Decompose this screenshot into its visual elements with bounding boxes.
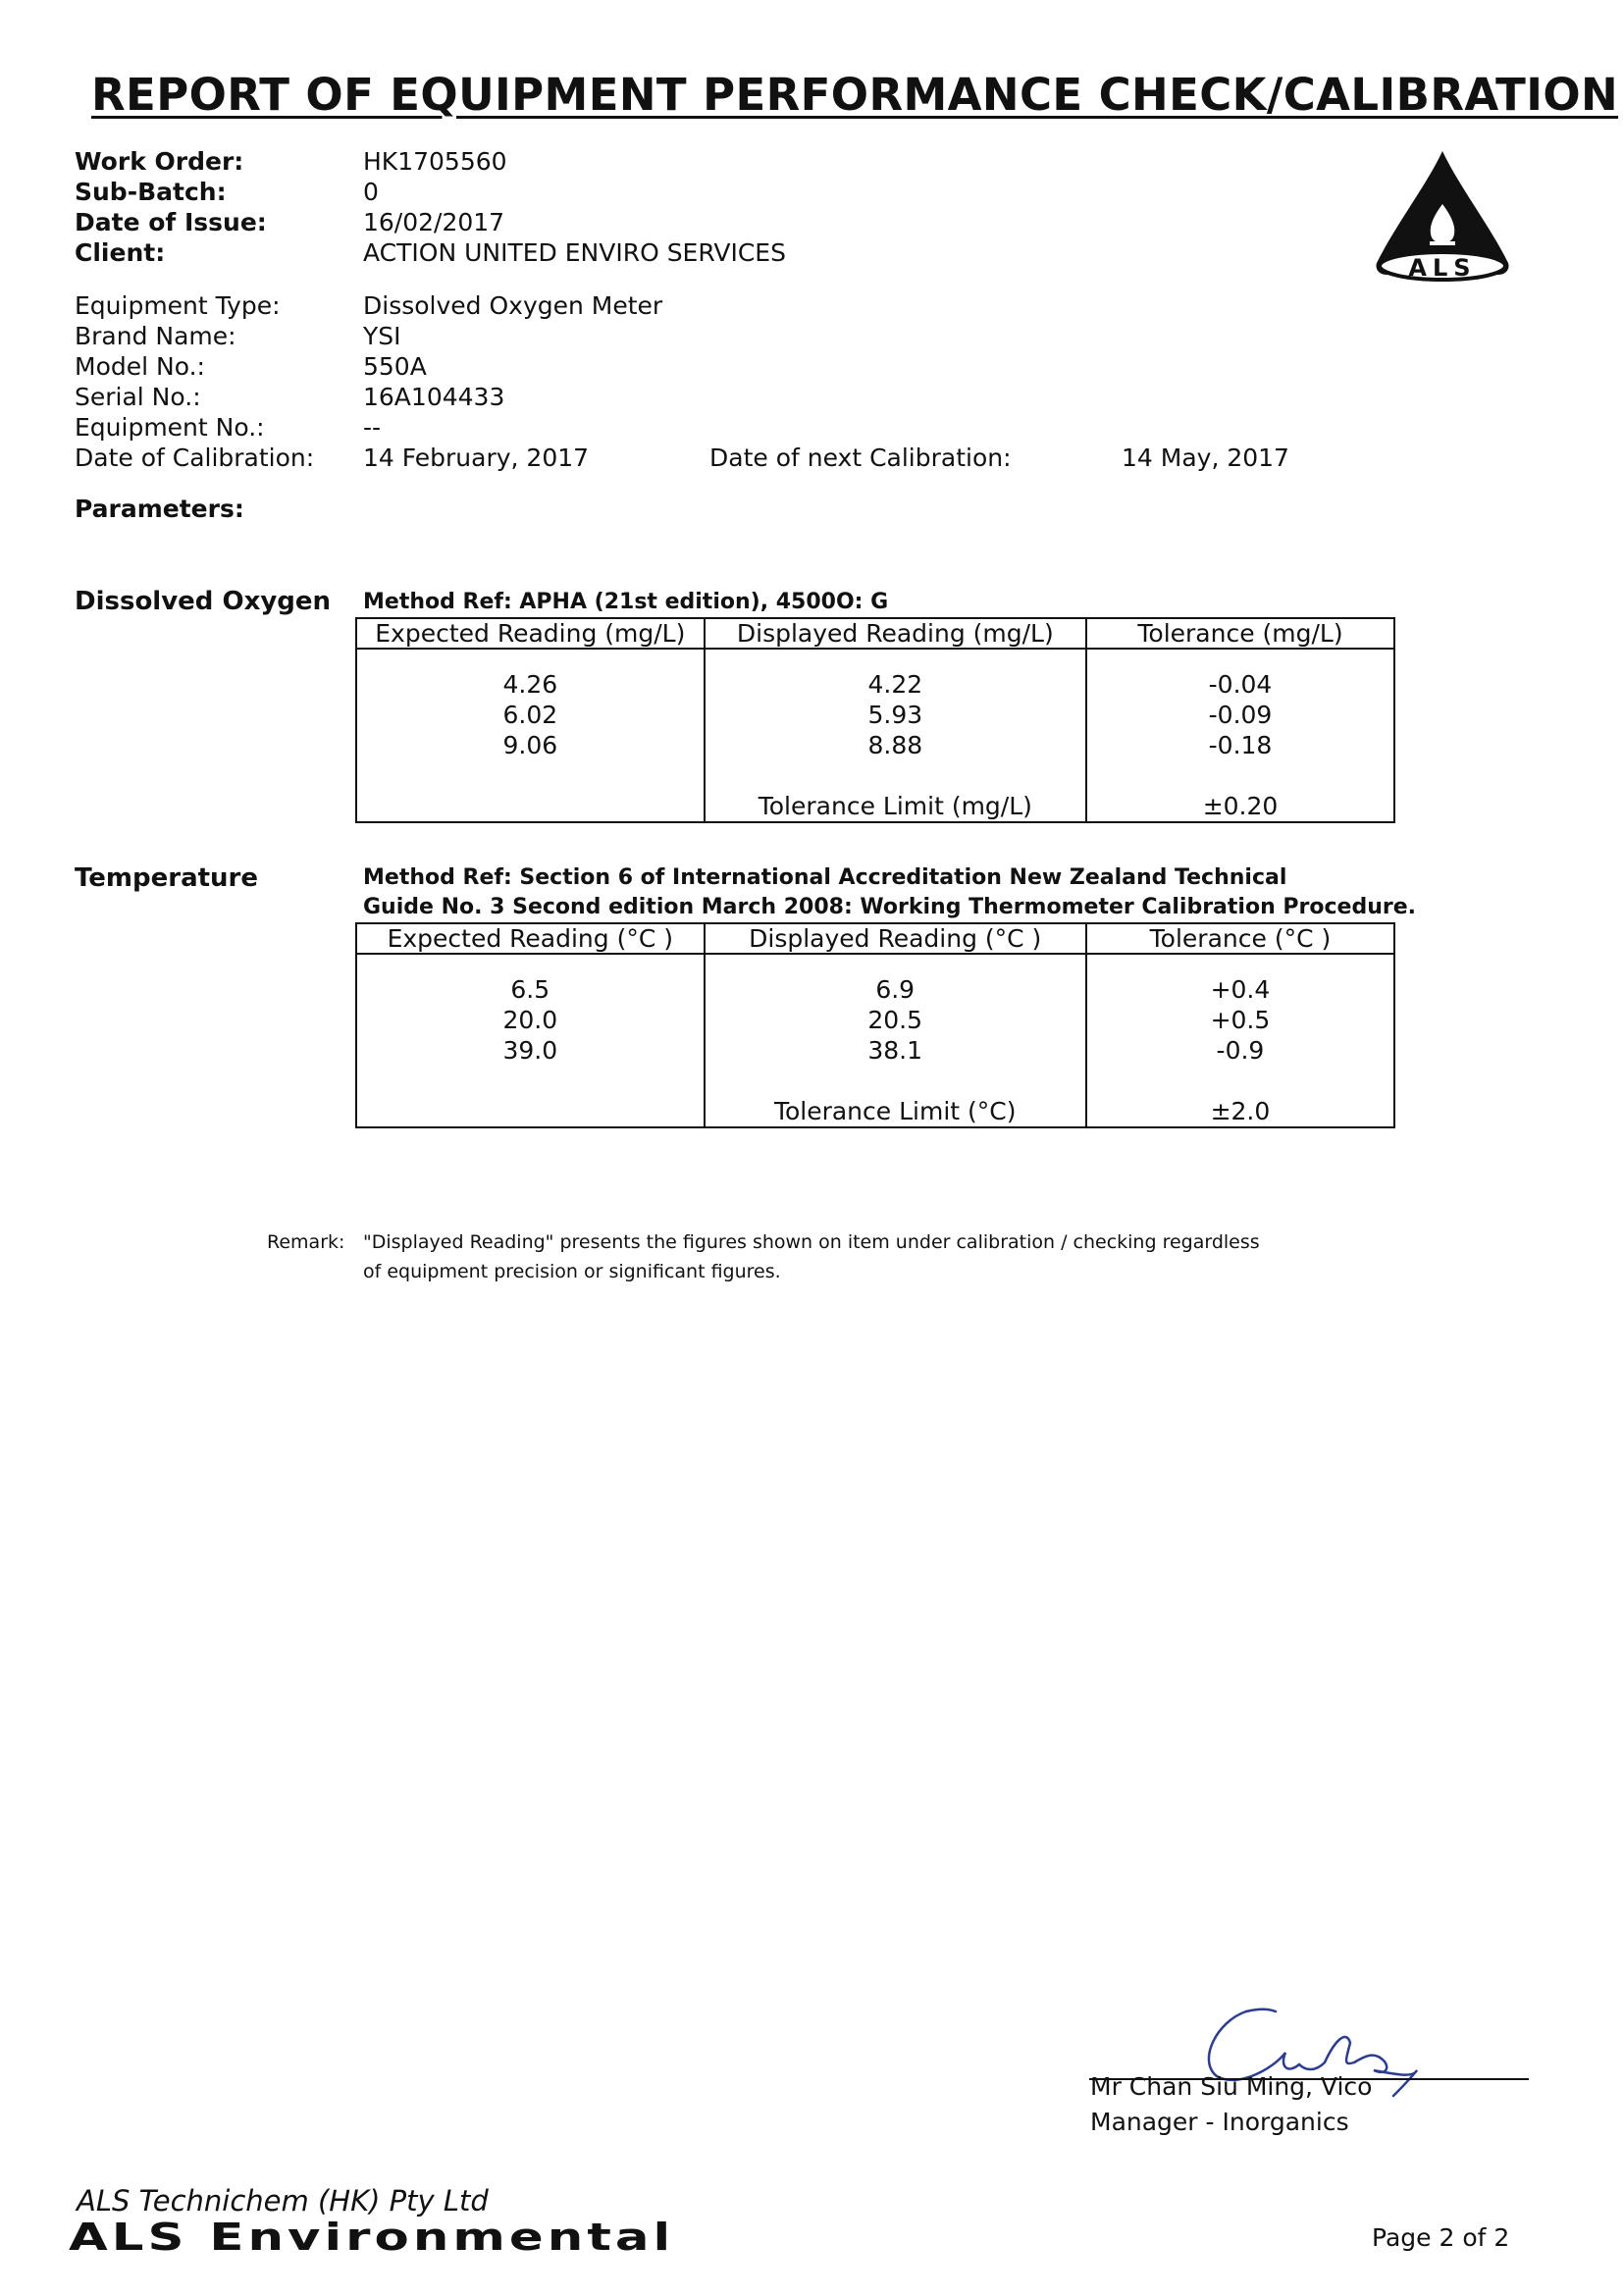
- table-cell: 4.22: [867, 670, 923, 699]
- equipment-no-value: --: [363, 413, 382, 442]
- do-tolerance-column: [1086, 649, 1394, 822]
- temp-expected-column: [356, 954, 705, 1127]
- brand-name-value: YSI: [363, 322, 401, 350]
- table-cell: -0.9: [1216, 1036, 1265, 1065]
- table-cell: 6.02: [502, 701, 558, 729]
- table-cell: 20.0: [502, 1006, 558, 1034]
- remark-line1: "Displayed Reading" presents the figures shown on item under calibration / checking regardless: [363, 1231, 1260, 1253]
- table-cell: 6.9: [875, 975, 916, 1004]
- model-no-label: Model No.:: [75, 352, 205, 381]
- table-cell: -0.04: [1208, 670, 1273, 699]
- report-title: REPORT OF EQUIPMENT PERFORMANCE CHECK/CALIBRATION: [91, 69, 1619, 121]
- table-cell: +0.5: [1210, 1006, 1271, 1034]
- client-label: Client:: [75, 238, 166, 267]
- do-method-ref: Method Ref: APHA (21st edition), 4500O: G: [363, 590, 889, 614]
- footer-brand: ALS Environmental: [69, 2216, 675, 2259]
- do-header-expected: Expected Reading (mg/L): [356, 618, 705, 649]
- brand-name-label: Brand Name:: [75, 322, 236, 350]
- do-header-displayed: Displayed Reading (mg/L): [705, 618, 1086, 649]
- table-cell: 20.5: [867, 1006, 923, 1034]
- calibration-date-value: 14 February, 2017: [363, 444, 590, 472]
- temp-tolerance-limit-label: Tolerance Limit (°C): [773, 1097, 1017, 1125]
- table-cell: 39.0: [502, 1036, 558, 1065]
- page-number: Page 2 of 2: [1372, 2223, 1510, 2252]
- next-calibration-value: 14 May, 2017: [1122, 444, 1289, 472]
- serial-no-value: 16A104433: [363, 383, 505, 411]
- temperature-heading: Temperature: [75, 863, 259, 893]
- temperature-calibration-table: [355, 922, 1395, 1128]
- do-displayed-column: [705, 649, 1086, 822]
- do-header-tolerance: Tolerance (mg/L): [1086, 618, 1394, 649]
- work-order-value: HK1705560: [363, 147, 507, 176]
- do-tolerance-limit-value: ±0.20: [1202, 792, 1279, 820]
- calibration-date-label: Date of Calibration:: [75, 444, 315, 472]
- sub-batch-label: Sub-Batch:: [75, 178, 227, 206]
- table-cell: 5.93: [867, 701, 923, 729]
- equipment-type-value: Dissolved Oxygen Meter: [363, 291, 663, 320]
- remark-label: Remark:: [267, 1231, 345, 1253]
- equipment-type-label: Equipment Type:: [75, 291, 281, 320]
- remark-line2: of equipment precision or significant figures.: [363, 1261, 781, 1282]
- table-cell: 6.5: [510, 975, 550, 1004]
- dissolved-oxygen-heading: Dissolved Oxygen: [75, 587, 332, 616]
- next-calibration-label: Date of next Calibration:: [709, 444, 1012, 472]
- temp-header-expected: Expected Reading (°C ): [356, 923, 705, 954]
- als-logo: [1369, 147, 1516, 285]
- table-cell: 38.1: [867, 1036, 923, 1065]
- temp-method-ref-line2: Guide No. 3 Second edition March 2008: Working Thermometer Calibration Procedure.: [363, 895, 1416, 919]
- serial-no-label: Serial No.:: [75, 383, 201, 411]
- parameters-label: Parameters:: [75, 495, 244, 523]
- temp-method-ref-line1: Method Ref: Section 6 of International Accreditation New Zealand Technical: [363, 865, 1287, 890]
- table-cell: 9.06: [502, 731, 558, 759]
- do-expected-column: [356, 649, 705, 822]
- sub-batch-value: 0: [363, 178, 379, 206]
- footer-company: ALS Technichem (HK) Pty Ltd: [77, 2184, 489, 2218]
- svg-text:ALS: ALS: [1408, 254, 1477, 282]
- do-tolerance-limit-label: Tolerance Limit (mg/L): [758, 792, 1032, 820]
- table-cell: +0.4: [1210, 975, 1271, 1004]
- temp-header-tolerance: Tolerance (°C ): [1086, 923, 1394, 954]
- table-cell: -0.09: [1208, 701, 1273, 729]
- table-cell: -0.18: [1208, 731, 1273, 759]
- model-no-value: 550A: [363, 352, 427, 381]
- table-cell: 4.26: [502, 670, 558, 699]
- temp-header-displayed: Displayed Reading (°C ): [705, 923, 1086, 954]
- do-calibration-table: [355, 617, 1395, 823]
- temp-displayed-column: [705, 954, 1086, 1127]
- signatory-name: Mr Chan Siu Ming, Vico: [1090, 2072, 1373, 2101]
- date-of-issue-value: 16/02/2017: [363, 208, 505, 236]
- temp-tolerance-limit-value: ±2.0: [1210, 1097, 1271, 1125]
- client-value: ACTION UNITED ENVIRO SERVICES: [363, 238, 786, 267]
- signatory-title: Manager - Inorganics: [1090, 2108, 1349, 2136]
- date-of-issue-label: Date of Issue:: [75, 208, 267, 236]
- equipment-no-label: Equipment No.:: [75, 413, 265, 442]
- work-order-label: Work Order:: [75, 147, 244, 176]
- table-cell: 8.88: [867, 731, 923, 759]
- temp-tolerance-column: [1086, 954, 1394, 1127]
